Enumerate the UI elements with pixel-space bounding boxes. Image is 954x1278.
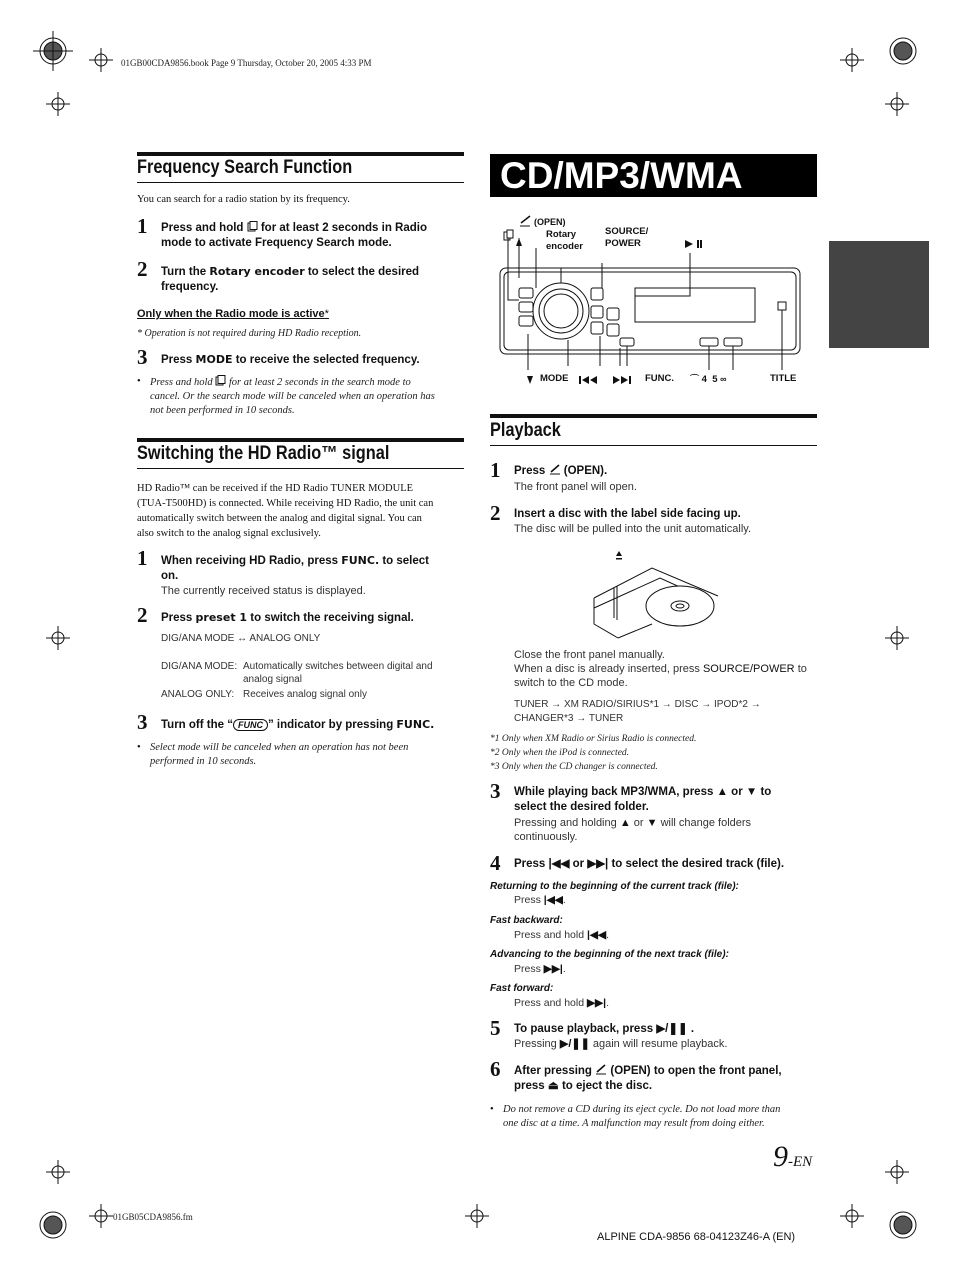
- eject-icon: ⏏: [547, 1080, 559, 1092]
- step-subtext: Pressing and holding ▲ or ▼ will change folders continuously.: [514, 817, 752, 843]
- subheading: Advancing to the beginning of the next track (file):: [490, 949, 729, 960]
- rotary-label: Rotary encoder: [546, 229, 583, 252]
- file-header: 01GB00CDA9856.book Page 9 Thursday, October 20, 2005 4:33 PM: [121, 58, 372, 68]
- note-text: Select mode will be canceled when an operation has not been performed in 10 seconds.: [150, 742, 409, 767]
- section-title: Frequency Search Function: [137, 157, 353, 178]
- rule: [490, 414, 817, 418]
- page-title: CD/MP3/WMA: [490, 154, 817, 197]
- section-title: Playback: [490, 420, 561, 441]
- close-panel-text: Close the front panel manually. When a disc is already inserted, press SOURCE/POWER to switch to the CD mode.: [514, 649, 807, 689]
- step-text: Press and hold for at least 2 seconds in Radio mode to activate Frequency Search mode.: [161, 222, 427, 249]
- func-indicator: FUNC: [233, 719, 268, 731]
- step-text: Press (OPEN).: [514, 465, 608, 477]
- note-text: Press and hold for at least 2 seconds in the search mode to cancel. Or the search mode will be canceled when an operation has not been performed in 10 seconds.: [150, 377, 435, 416]
- search-button-icon: [215, 375, 226, 386]
- note-text: Do not remove a CD during its eject cycle. Do not load more than one disc at a time. A malfunction may result from doing either.: [503, 1104, 781, 1129]
- footnote: * Operation is not required during HD Radio reception.: [137, 328, 362, 339]
- subtext: Press and hold ▶▶|.: [514, 997, 609, 1009]
- play-pause-icon: ▶/❚❚: [656, 1023, 688, 1035]
- subheading: Returning to the beginning of the current track (file):: [490, 881, 739, 892]
- step-number: 5: [490, 1016, 501, 1040]
- subtext: Press ▶▶|.: [514, 963, 566, 975]
- step-text: Turn the Rotary encoder to select the desired frequency.: [161, 265, 420, 293]
- footer-file: 01GB05CDA9856.fm: [113, 1212, 193, 1222]
- step-number: 4: [490, 851, 501, 875]
- bullet: •: [137, 742, 141, 753]
- step-number: 1: [137, 546, 148, 570]
- section-tab: [829, 241, 929, 348]
- step-subtext: The front panel will open.: [514, 481, 637, 493]
- step-number: 1: [490, 458, 501, 482]
- rule: [490, 445, 817, 446]
- subtext: Press and hold |◀◀.: [514, 929, 609, 941]
- open-icon: [595, 1064, 607, 1075]
- step-text: Turn off the “ FUNC ” indicator by pressing FUNC.: [161, 718, 435, 731]
- title-label: TITLE: [770, 373, 797, 384]
- subheading: Fast backward:: [490, 915, 563, 926]
- next-track-icon: ▶▶|: [587, 858, 609, 870]
- step-number: 2: [137, 257, 148, 281]
- prev-track-icon: |◀◀: [548, 858, 570, 870]
- down-icon: ▼: [745, 786, 758, 798]
- step-text: When receiving HD Radio, press FUNC. to select on.: [161, 554, 429, 582]
- rule: [137, 182, 464, 183]
- step-text: Press preset 1 to switch the receiving signal.: [161, 611, 414, 624]
- step-number: 3: [490, 779, 501, 803]
- subtext: Press |◀◀.: [514, 894, 566, 906]
- footnotes: *1 Only when XM Radio or Sirius Radio is connected. *2 Only when the iPod is connected. *3 Only when the CD changer is connected.: [490, 734, 697, 772]
- rule: [137, 438, 464, 442]
- intro-text: HD Radio™ can be received if the HD Radio TUNER MODULE (TUA-T500HD) is connected. While receiving HD Radio, the unit can automatically switch between the analog and digital signal. You can also switch to the analog signal exclusively.: [137, 483, 434, 539]
- bullet: •: [137, 376, 141, 387]
- step-text: Press |◀◀ or ▶▶| to select the desired track (file).: [514, 858, 785, 870]
- step-subtext: The currently received status is displayed.: [161, 585, 366, 597]
- disc-insertion-illustration: [590, 548, 720, 644]
- step-number: 2: [137, 603, 148, 627]
- step-text: To pause playback, press ▶/❚❚ .: [514, 1023, 695, 1035]
- intro-text: You can search for a radio station by its frequency.: [137, 194, 350, 205]
- search-button-icon: [247, 221, 258, 232]
- step-number: 3: [137, 710, 148, 734]
- step-number: 2: [490, 501, 501, 525]
- subheading: Fast forward:: [490, 983, 554, 994]
- definition-text: Receives analog signal only: [243, 689, 367, 700]
- definition-text: Automatically switches between digital and analog signal: [243, 661, 433, 685]
- footer-model: ALPINE CDA-9856 68-04123Z46-A (EN): [597, 1231, 796, 1243]
- source-power-label: SOURCE/ POWER: [605, 226, 649, 249]
- open-label: (OPEN): [534, 217, 566, 227]
- definition-term: ANALOG ONLY:: [161, 689, 235, 700]
- step-text: Press MODE to receive the selected frequency.: [161, 353, 420, 366]
- section-title: Switching the HD Radio™ signal: [137, 443, 390, 464]
- step-subtext: The disc will be pulled into the unit automatically.: [514, 523, 752, 535]
- step-number: 6: [490, 1057, 501, 1081]
- rule: [137, 468, 464, 469]
- step-text: After pressing (OPEN) to open the front panel, press ⏏ to eject the disc.: [514, 1065, 782, 1092]
- page-number: 9-EN: [773, 1140, 813, 1173]
- preset-label: ⌒ 4 5 ∞: [690, 374, 727, 385]
- bullet: •: [490, 1104, 494, 1115]
- mode-label: MODE: [540, 373, 569, 384]
- source-chain: TUNER → XM RADIO/SIRIUS*1 → DISC → IPOD*2 → CHANGER*3 → TUNER: [514, 699, 761, 724]
- step-text: While playing back MP3/WMA, press ▲ or ▼ to select the desired folder.: [514, 786, 772, 813]
- mode-toggle-text: DIG/ANA MODE ↔ ANALOG ONLY: [161, 633, 321, 644]
- front-panel-diagram: [490, 208, 820, 388]
- func-label: FUNC.: [645, 373, 675, 384]
- definition-term: DIG/ANA MODE:: [161, 661, 238, 672]
- step-number: 3: [137, 345, 148, 369]
- step-text: Insert a disc with the label side facing up.: [514, 508, 741, 520]
- rule: [137, 152, 464, 156]
- open-icon: [549, 464, 561, 475]
- up-icon: ▲: [716, 786, 728, 798]
- prev-next-icons: [578, 374, 636, 386]
- step-subtext: Pressing ▶/❚❚ again will resume playback.: [514, 1038, 728, 1050]
- step-number: 1: [137, 214, 148, 238]
- only-radio-label: Only when the Radio mode is active*: [137, 308, 329, 320]
